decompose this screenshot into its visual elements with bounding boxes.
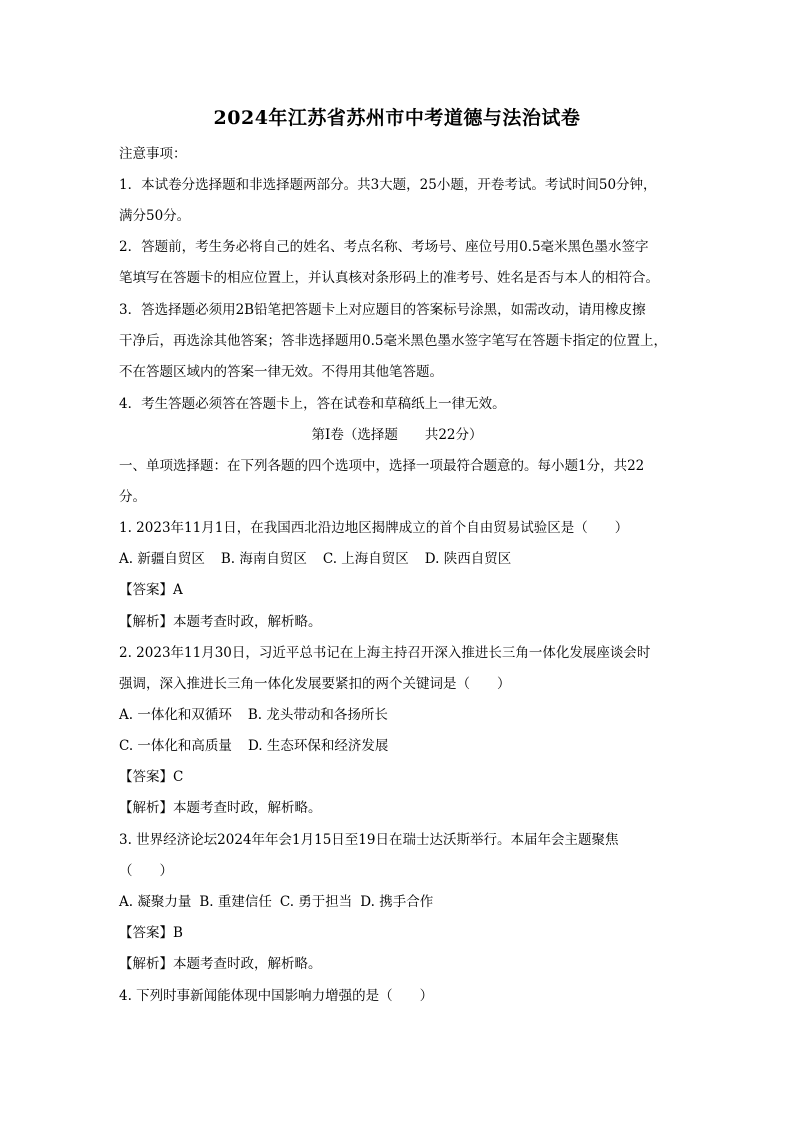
option-c: C. 上海自贸区 (322, 551, 409, 567)
question-1-analysis: 【解析】本题考查时政，解析略。 (119, 614, 322, 630)
option-d: D. 携手合作 (360, 894, 434, 910)
notice-line: 满分50分。 (119, 208, 191, 224)
option-a: A. 新疆自贸区 (119, 551, 205, 567)
question-3-stem: 3. 世界经济论坛2024年年会1月15日至19日在瑞士达沃斯举行。本届年会主题聚焦 (119, 832, 619, 848)
option-a: A. 一体化和双循环 (119, 707, 232, 723)
question-2-stem: 强调，深入推进长三角一体化发展要紧扣的两个关键词是（ ） (119, 676, 511, 692)
question-3-analysis: 【解析】本题考查时政，解析略。 (119, 956, 322, 972)
section-header: 第I卷（选择题 共22分） (311, 427, 483, 443)
question-4-stem: 4. 下列时事新闻能体现中国影响力增强的是（ ） (119, 988, 434, 1004)
option-c: C. 一体化和高质量 (119, 738, 232, 754)
question-2-answer: 【答案】C (119, 769, 184, 785)
question-3-stem: （ ） (119, 863, 173, 879)
question-2-analysis: 【解析】本题考查时政，解析略。 (119, 800, 322, 816)
notice-line: 3．答选择题必须用2B铅笔把答题卡上对应题目的答案标号涂黑，如需改动，请用橡皮擦 (119, 302, 646, 318)
notice-line: 1．本试卷分选择题和非选择题两部分。共3大题，25小题，开卷考试。考试时间50分钟， (119, 177, 657, 193)
part-one-instruction: 一、单项选择题：在下列各题的四个选项中，选择一项最符合题意的。每小题1分，共22 (119, 458, 645, 474)
option-a: A. 凝聚力量 (119, 894, 192, 910)
option-b: B. 龙头带动和各扬所长 (247, 707, 388, 723)
question-2-options (119, 705, 388, 725)
question-1-answer: 【答案】A (119, 582, 183, 598)
option-d: D. 陕西自贸区 (424, 551, 512, 567)
question-3-options (119, 892, 433, 912)
option-c: C. 勇于担当 (279, 894, 353, 910)
page-title: 2024年江苏省苏州市中考道德与法治试卷 (213, 107, 581, 129)
option-b: B. 重建信任 (199, 894, 272, 910)
notice-line: 笔填写在答题卡的相应位置上，并认真核对条形码上的准考号、姓名是否与本人的相符合。 (119, 270, 659, 286)
notice-line: 4．考生答题必须答在答题卡上，答在试卷和草稿纸上一律无效。 (119, 396, 506, 412)
question-1-options (119, 549, 511, 569)
option-b: B. 海南自贸区 (220, 551, 307, 567)
option-d: D. 生态环保和经济发展 (247, 738, 389, 754)
part-one-instruction: 分。 (119, 489, 146, 505)
question-3-answer: 【答案】B (119, 925, 183, 941)
question-2-options (119, 736, 388, 756)
notice-line: 2．答题前，考生务必将自己的姓名、考点名称、考场号、座位号用0.5毫米黑色墨水签字 (119, 239, 649, 255)
notice-line: 不在答题区域内的答案一律无效。不得用其他笔答题。 (119, 364, 443, 380)
notice-line: 干净后，再选涂其他答案；答非选择题用0.5毫米黑色墨水签字笔写在答题卡指定的位置上， (119, 333, 667, 349)
question-1-stem: 1. 2023年11月1日，在我国西北沿边地区揭牌成立的首个自由贸易试验区是（ ） (119, 520, 629, 536)
notice-heading: 注意事项： (119, 146, 187, 162)
question-2-stem: 2. 2023年11月30日，习近平总书记在上海主持召开深入推进长三角一体化发展座谈会时 (119, 645, 651, 661)
